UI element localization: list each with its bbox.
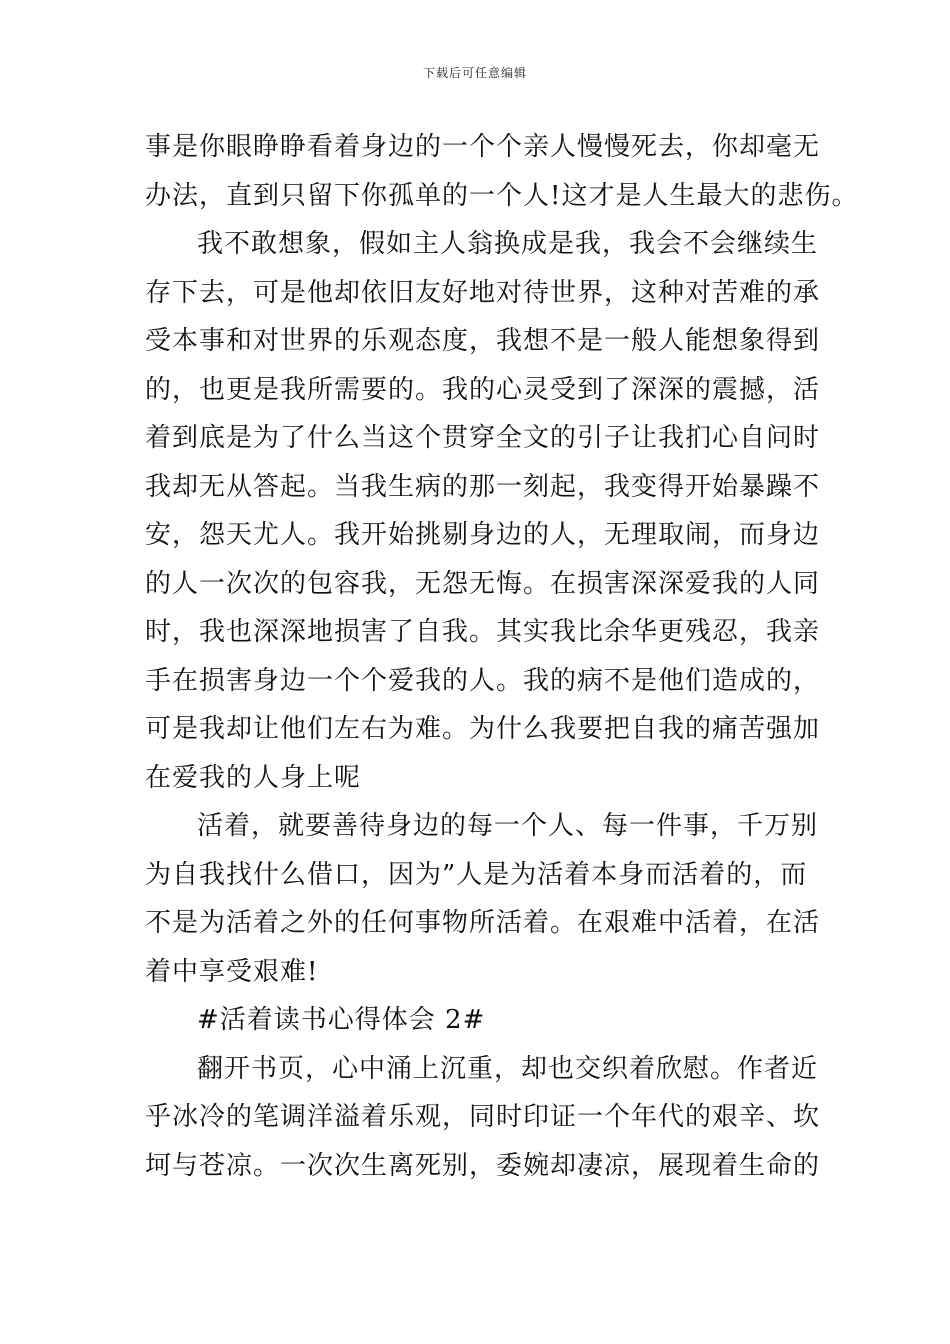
text-line: 在爱我的人身上呢 — [145, 762, 362, 793]
header-note: 下载后可任意编辑 — [422, 66, 527, 80]
text-line: 存下去，可是他却依旧友好地对待世界，这种对苦难的承 — [145, 277, 821, 308]
text-line: 着中享受艰难! — [145, 956, 319, 987]
text-line: 乎冰冷的笔调洋溢着乐观，同时印证一个年代的艰辛、坎 — [145, 1102, 821, 1132]
text-line: 时，我也深深地损害了自我。其实我比余华更残忍，我亲 — [145, 617, 821, 647]
text-line: 着到底是为了什么当这个贯穿全文的引子让我扪心自问时 — [145, 423, 821, 453]
text-line: 手在损害身边一个个爱我的人。我的病不是他们造成的， — [145, 665, 821, 696]
text-line: 受本事和对世界的乐观态度，我想不是一般人能想象得到 — [145, 326, 821, 356]
document-body — [145, 123, 859, 1190]
text-line: 安，怨天尤人。我开始挑剔身边的人，无理取闹，而身边 — [145, 520, 821, 550]
text-line: 的人一次次的包容我，无怨无悔。在损害深深爱我的人同 — [145, 568, 821, 599]
section-title: #活着读书心得体会 2# — [197, 1005, 486, 1035]
text-line: 坷与苍凉。一次次生离死别，委婉却凄凉，展现着生命的 — [145, 1150, 821, 1181]
text-line: 我不敢想象，假如主人翁换成是我，我会不会继续生 — [197, 229, 819, 259]
text-line: 的，也更是我所需要的。我的心灵受到了深深的震撼，活 — [145, 374, 821, 405]
paragraph-2 — [145, 220, 821, 802]
text-line: 办法，直到只留下你孤单的一个人!这才是人生最大的悲伤。 — [145, 180, 859, 211]
paragraph-4 — [145, 1045, 821, 1191]
section-heading — [145, 996, 809, 1045]
text-line: 不是为活着之外的任何事物所活着。在艰难中活着，在活 — [145, 908, 821, 938]
text-line: 翻开书页，心中涌上沉重，却也交织着欣慰。作者近 — [197, 1053, 819, 1084]
text-line: 事是你眼睁睁看着身边的一个个亲人慢慢死去，你却毫无 — [145, 132, 821, 162]
paragraph-1 — [145, 123, 859, 220]
text-line: 可是我却让他们左右为难。为什么我要把自我的痛苦强加 — [145, 714, 821, 744]
paragraph-3 — [145, 802, 821, 996]
text-line: 活着，就要善待身边的每一个人、每一件事，千万别 — [197, 811, 819, 841]
text-line: 为自我找什么借口，因为”人是为活着本身而活着的，而 — [145, 859, 808, 890]
text-line: 我却无从答起。当我生病的那一刻起，我变得开始暴躁不 — [145, 471, 821, 502]
